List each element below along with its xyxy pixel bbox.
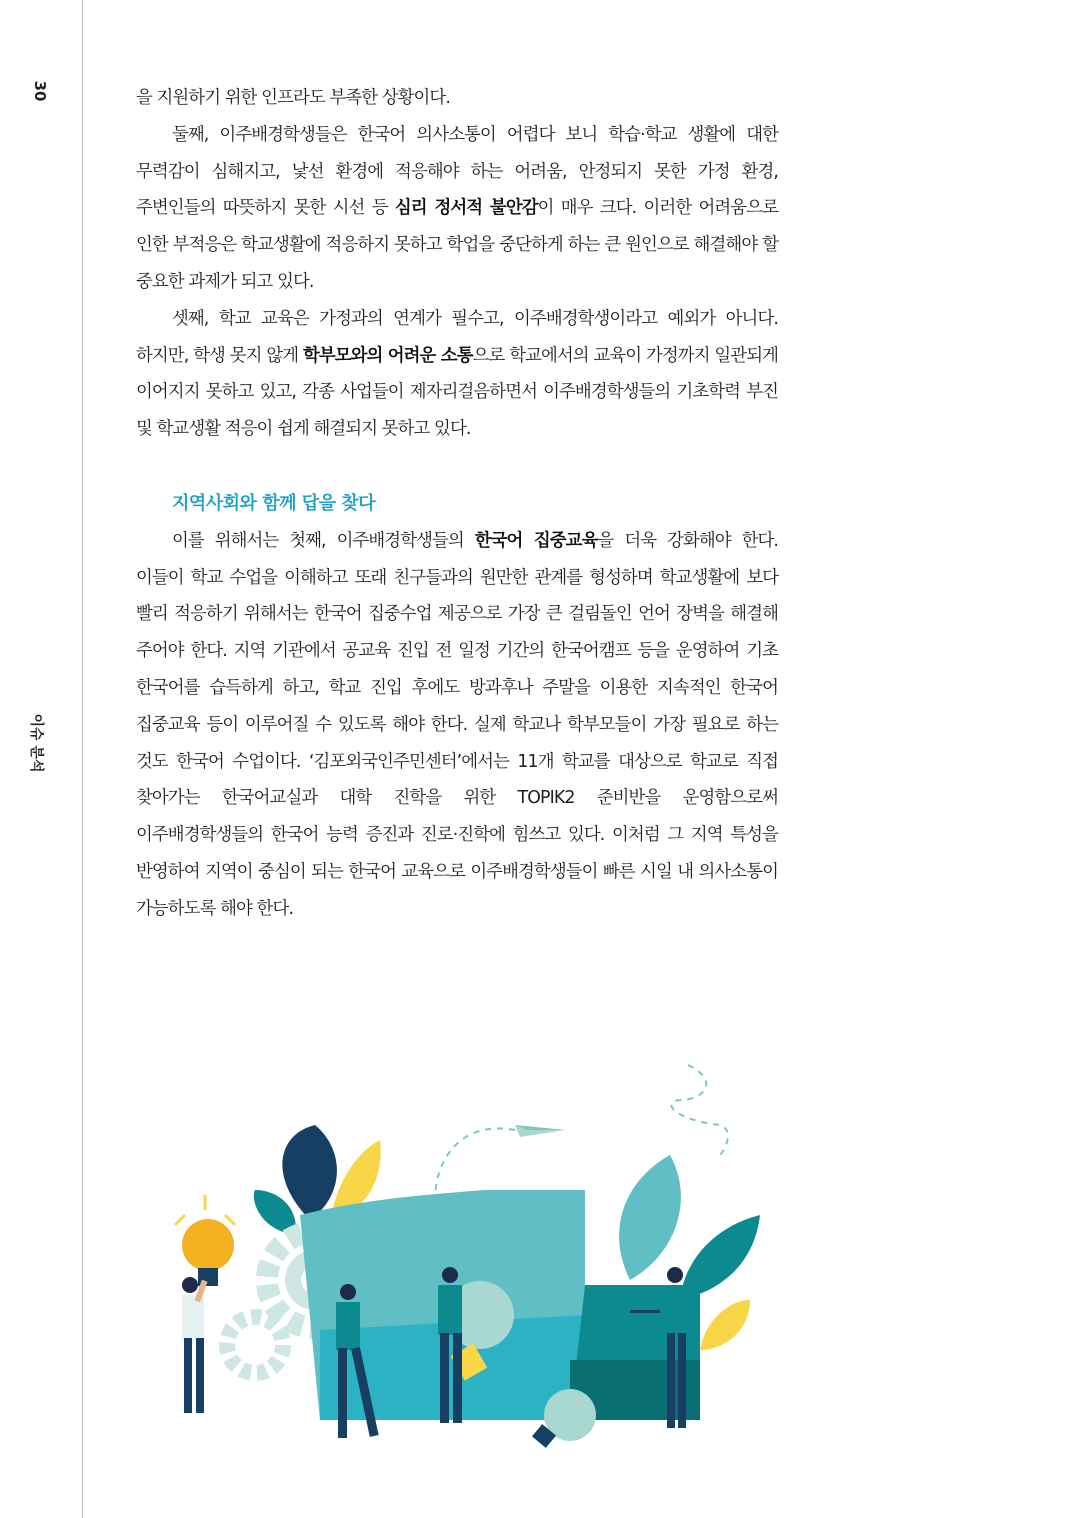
emphasis-text: 학부모와의 어려운 소통 (302, 345, 473, 366)
body-text: 셋째, 학교 교육은 가정과의 연계가 필수고, 이주배경학생이라고 예외가 아니다. 하지만, 학생 못지 않게 (136, 308, 778, 366)
community-illustration (160, 1030, 780, 1460)
paragraph (136, 80, 778, 117)
body-text: 이 매우 크다. 이러한 어려움으로 인한 부적응은 학교생활에 적응하지 못하고 학업을 중단하게 하는 큰 원인으로 해결해야 할 중요한 과제가 되고 있다. (136, 198, 778, 292)
body-text: 으로 학교에서의 교육이 가정까지 일관되게 이어지지 못하고 있고, 각종 사업들이 제자리걸음하면서 이주배경학생들의 기초학력 부진 및 학교생활 적응이 쉽게 해결되지 못하고 있다. (136, 345, 778, 440)
emphasis-text: 한국어 집중교육 (474, 530, 598, 551)
body-text: 둘째, 이주배경학생들은 한국어 의사소통이 어렵다 보니 학습·학교 생활에 대한 무력감이 심해지고, 낯선 환경에 적응해야 하는 어려움, 안정되지 못한 가정 환경, 주변인들의 따뜻하지 못한 시선 등 (136, 124, 778, 219)
body-text: 을 지원하기 위한 인프라도 부족한 상황이다. (136, 88, 450, 108)
section-heading: 지역사회와 함께 답을 찾다 (172, 492, 376, 514)
margin-rule (82, 0, 83, 1518)
paper-plane-small-icon (515, 1125, 565, 1137)
paragraph (136, 523, 778, 928)
paragraph (136, 117, 778, 301)
body-text: 을 더욱 강화해야 한다. 이들이 학교 수업을 이해하고 또래 친구들과의 원만한 관계를 형성하며 학교생활에 보다 빨리 적응하기 위해서는 한국어 집중수업 제공으로 가장 큰 걸림돌인 언어 장벽을 해결해 주어야 한다. 지역 기관에서 공교육 진입 전 일정 기간의 한국어캠프 등을 운영하여 기초 한국어를 습득하게 하고, 학교 진입 후에도 방과후나 주말을 이용한 지속적인 한국어 집중교육 등이 이루어질 수 있도록 해야 한다. 실제 학교나 학부모들이 가장 필요로 하는 것도 한국어 수업이다. ‘김포외국인주민센터’에서는 11개 학교를 대상으로 학교로 직접 찾아가는 한국어교실과 대학 진학을 위한 TOPIK2 준비반을 운영함으로써 이주배경학생들의 한국어 능력 증진과 진로·진학에 힘쓰고 있다. 이처럼 그 지역 특성을 반영하여 지역이 중심이 되는 한국어 교육으로 이주배경학생들이 빠른 시일 내 의사소통이 가능하도록 해야 한다. (136, 530, 779, 919)
paragraph-group-top (136, 80, 778, 448)
article-body (136, 80, 778, 928)
body-text: 이를 위해서는 첫째, 이주배경학생들의 (172, 530, 475, 551)
paragraph-group-bottom (136, 523, 778, 928)
page-number: 30 (31, 80, 49, 102)
emphasis-text: 심리 정서적 불안감 (394, 198, 538, 219)
paragraph (136, 301, 778, 448)
section-label: 이슈 분석 (28, 713, 44, 773)
person-left (182, 1277, 208, 1413)
lightbulb-icon (175, 1195, 235, 1286)
